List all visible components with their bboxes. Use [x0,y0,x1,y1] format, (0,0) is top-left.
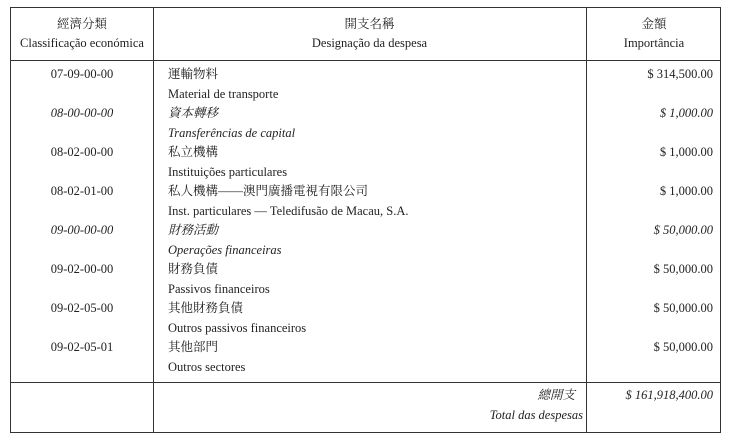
row-name-zh: 財務活動 [168,223,219,237]
table-row [11,104,722,143]
table-row [11,299,722,338]
table-row [11,338,722,377]
row-amount: $ 314,500.00 [647,67,713,81]
row-name-pt: Passivos financeiros [168,281,270,296]
header-amount [586,8,722,60]
header-classification [11,8,153,60]
row-code: 09-02-05-00 [50,301,114,315]
row-code: 07-09-00-00 [50,67,114,81]
row-amount: $ 1,000.00 [659,184,713,198]
row-name-zh: 財務負債 [168,262,219,276]
table-row [11,221,722,260]
row-name-pt: Operações financeiras [168,242,282,257]
row-code: 09-02-00-00 [50,262,114,276]
row-code: 09-00-00-00 [50,223,114,237]
header-designation-pt: Designação da despesa [311,36,428,50]
table-row [11,143,722,182]
expense-table [10,7,721,433]
row-name-pt: Transferências de capital [168,125,296,140]
table-row [11,260,722,299]
row-amount: $ 50,000.00 [653,340,713,354]
total-row [11,382,722,434]
row-name-zh: 私人機構——澳門廣播電視有限公司 [168,184,369,198]
header-amount-zh: 金額 [641,17,667,31]
row-code: 08-02-01-00 [50,184,114,198]
row-name-pt: Outros passivos financeiros [168,320,307,335]
row-name-zh: 其他財務負債 [168,301,244,315]
row-name-pt: Instituições particulares [168,164,288,179]
row-amount: $ 1,000.00 [659,145,713,159]
total-label-zh: 總開支 [537,388,575,402]
header-designation [153,8,586,60]
row-name-zh: 私立機構 [168,145,219,159]
row-code: 08-02-00-00 [50,145,114,159]
table-row [11,65,722,104]
row-code: 09-02-05-01 [50,340,114,354]
row-amount: $ 50,000.00 [653,262,713,276]
row-name-pt: Inst. particulares — Teledifusão de Macau, S.A. [168,203,409,218]
header-amount-pt: Importância [623,36,685,50]
row-name-zh: 其他部門 [168,340,219,354]
total-amount: $ 161,918,400.00 [625,388,713,402]
row-name-zh: 資本轉移 [168,106,219,120]
table-row [11,182,722,221]
header-classification-zh: 經濟分類 [56,17,107,31]
row-amount: $ 50,000.00 [653,301,713,315]
row-name-pt: Outros sectores [168,359,246,374]
row-code: 08-00-00-00 [50,106,114,120]
row-name-pt: Material de transporte [168,86,279,101]
header-classification-pt: Classificação económica [20,36,144,50]
header-divider [11,60,720,61]
row-amount: $ 1,000.00 [659,106,713,120]
total-label-pt: Total das despesas [489,407,583,422]
row-amount: $ 50,000.00 [653,223,713,237]
row-name-zh: 運輸物料 [168,67,219,81]
header-designation-zh: 開支名稱 [344,17,395,31]
